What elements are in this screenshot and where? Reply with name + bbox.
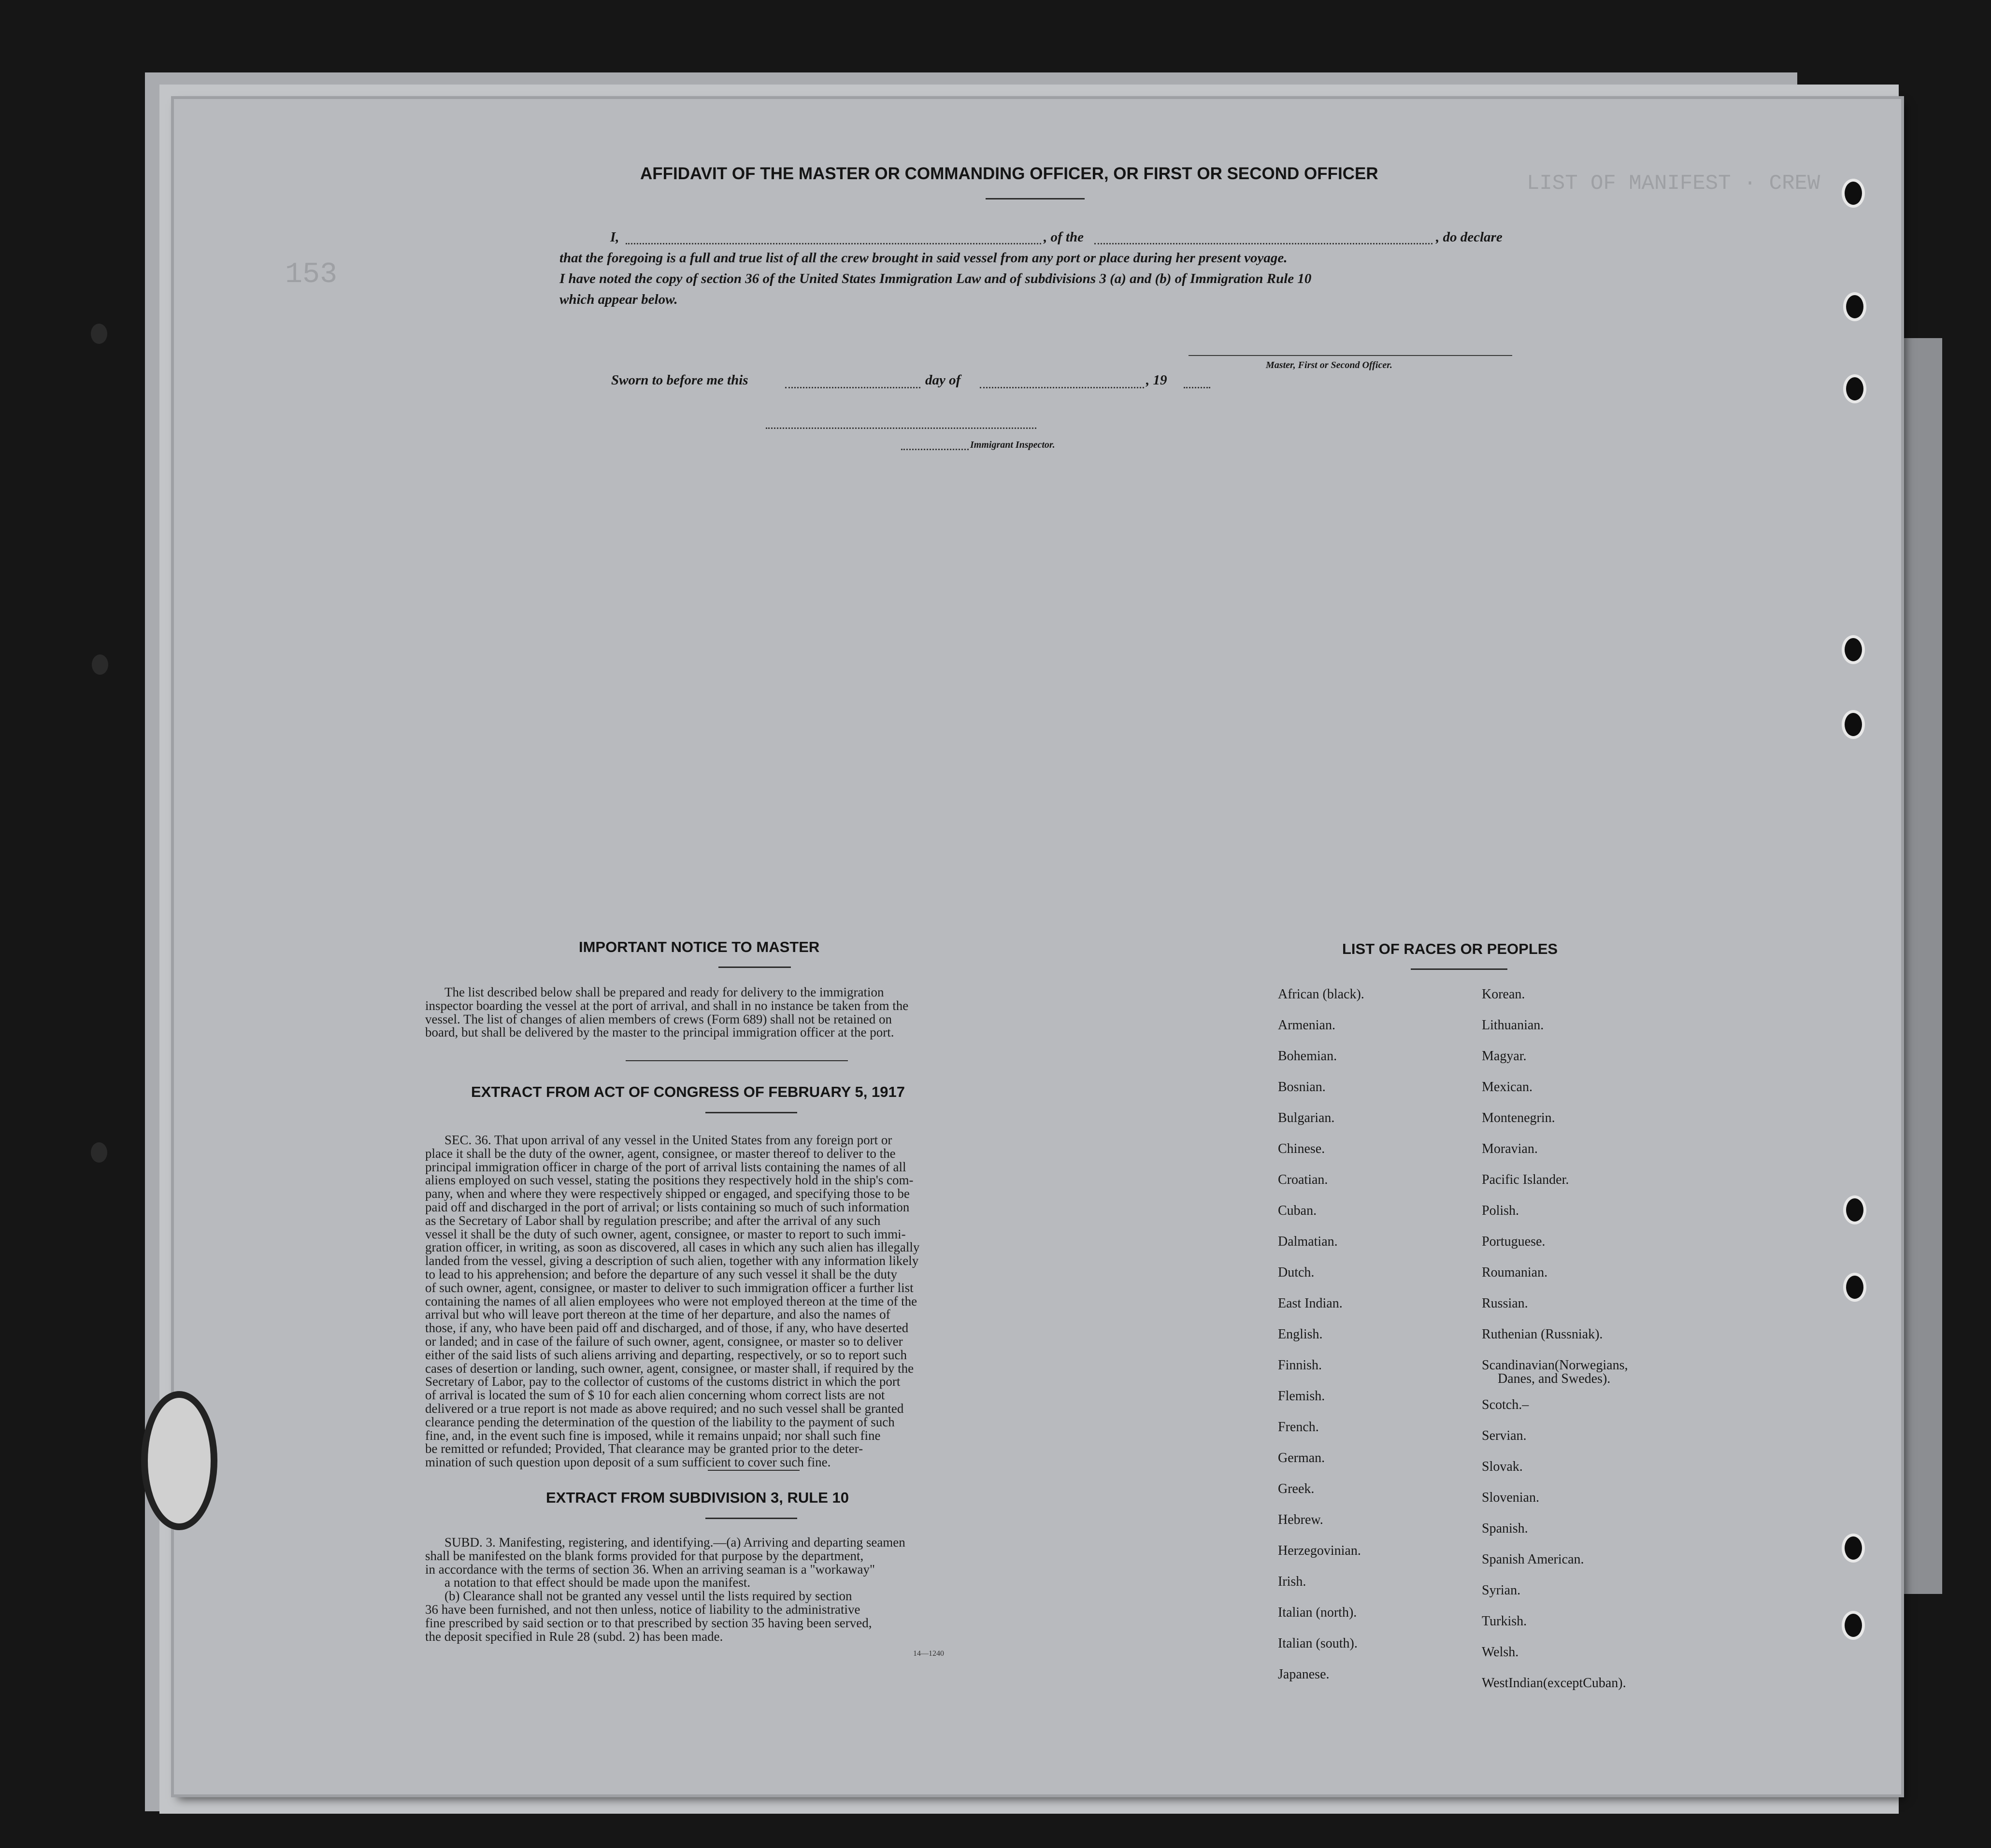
- race-item: Scotch.–: [1482, 1397, 1529, 1412]
- act-line: pany, when and where they were respectively shipped or engaged, and specifying those to be: [425, 1186, 910, 1201]
- race-item: Ruthenian (Russniak).: [1482, 1327, 1603, 1342]
- binder-hole-left: [92, 654, 108, 675]
- title-rule: [986, 198, 1085, 199]
- act-line: place it shall be the duty of the owner, agent, consignee, or master thereof to deliver to the: [425, 1146, 896, 1161]
- inspector-short-line: [901, 449, 969, 450]
- act-line: mination of such question upon deposit of a sum sufficient to cover such fine.: [425, 1455, 831, 1470]
- race-item: Turkish.: [1482, 1614, 1527, 1629]
- declaration-line3: I have noted the copy of section 36 of the United States Immigration Law and of subdivisions 3 (a) and (b) of Immigration Rule 10: [559, 271, 1312, 286]
- act-extract-rule: [705, 1112, 797, 1113]
- binder-hole: [1842, 1611, 1865, 1640]
- act-line: principal immigration officer in charge of the port of arrival lists containing the names of all: [425, 1159, 906, 1174]
- race-item: Japanese.: [1278, 1667, 1330, 1682]
- binder-hole: [1842, 635, 1865, 664]
- declaration-of: , of the: [1044, 229, 1084, 245]
- race-item: Armenian.: [1278, 1018, 1335, 1033]
- race-item: Portuguese.: [1482, 1234, 1546, 1249]
- rule-line: the deposit specified in Rule 28 (subd. 2) has been made.: [425, 1629, 723, 1644]
- race-item: Greek.: [1278, 1481, 1315, 1496]
- race-item: Moravian.: [1482, 1141, 1538, 1156]
- declaration-line2: that the foregoing is a full and true list of all the crew brought in said vessel from any port or place during her present voyage.: [559, 250, 1288, 266]
- master-label: Master, First or Second Officer.: [1266, 360, 1392, 370]
- act-line: delivered or a true report is not made as above required; and no such vessel shall be granted: [425, 1401, 904, 1416]
- binder-hole: [1843, 374, 1866, 403]
- document-page: [174, 99, 1901, 1794]
- race-item: Danes, and Swedes).: [1498, 1371, 1611, 1386]
- act-extract-title: EXTRACT FROM ACT OF CONGRESS OF FEBRUARY 5, 1917: [471, 1083, 905, 1100]
- race-item: Pacific Islander.: [1482, 1172, 1569, 1187]
- act-line: clearance pending the determination of the question of the liability to the payment of such: [425, 1414, 895, 1429]
- race-item: Mexican.: [1482, 1080, 1533, 1095]
- race-item: Scandinavian(Norwegians,: [1482, 1358, 1628, 1373]
- race-item: Finnish.: [1278, 1358, 1322, 1373]
- race-item: Dutch.: [1278, 1265, 1315, 1280]
- rule-line: shall be manifested on the blank forms provided for that purpose by the department,: [425, 1548, 864, 1563]
- rule-extract-title: EXTRACT FROM SUBDIVISION 3, RULE 10: [546, 1489, 849, 1506]
- vessel-blank-line: [1094, 243, 1432, 244]
- rule-line: fine prescribed by said section or to that prescribed by section 35 having been served,: [425, 1615, 872, 1630]
- race-item: Bohemian.: [1278, 1049, 1337, 1064]
- inspector-label: Immigrant Inspector.: [970, 440, 1055, 450]
- act-line: paid off and discharged in the port of arrival; or lists containing so much of such information: [425, 1199, 910, 1214]
- race-item: Croatian.: [1278, 1172, 1328, 1187]
- act-line: those, if any, who have been paid off and discharged, and of those, if any, who have deserted: [425, 1321, 909, 1336]
- race-item: Spanish American.: [1482, 1552, 1584, 1567]
- sworn-day-line: [785, 387, 920, 388]
- master-signature-line: [1189, 355, 1512, 356]
- notice-title: IMPORTANT NOTICE TO MASTER: [579, 938, 820, 955]
- rule-line: in accordance with the terms of section 36. When an arriving seaman is a "workaway": [425, 1562, 875, 1577]
- affidavit-title: AFFIDAVIT OF THE MASTER OR COMMANDING OFFICER, OR FIRST OR SECOND OFFICER: [640, 164, 1378, 183]
- race-item: Magyar.: [1482, 1049, 1527, 1064]
- race-item: Bosnian.: [1278, 1080, 1326, 1095]
- race-item: Polish.: [1482, 1203, 1519, 1218]
- act-line: vessel it shall be the duty of such owner, agent, consignee, or master to report to such immi-: [425, 1226, 906, 1241]
- act-line: of arrival is located the sum of $ 10 for each alien concerning whom correct lists are not: [425, 1388, 885, 1403]
- declaration-line4: which appear below.: [559, 292, 678, 307]
- act-line: or landed; and in case of the failure of such owner, agent, consignee, or master so to deliver: [425, 1334, 903, 1349]
- race-item: Hebrew.: [1278, 1512, 1323, 1527]
- race-item: WestIndian(exceptCuban).: [1482, 1676, 1626, 1691]
- name-blank-line: [626, 243, 1041, 244]
- inspector-signature-line: [766, 427, 1036, 429]
- act-line: Secretary of Labor, pay to the collector of customs of the customs district in which the port: [425, 1374, 901, 1389]
- binder-hole-left: [91, 324, 107, 344]
- act-line: as the Secretary of Labor shall by regulation prescribe; and after the arrival of any such: [425, 1213, 881, 1228]
- race-item: Slovak.: [1482, 1459, 1523, 1474]
- race-item: Welsh.: [1482, 1645, 1519, 1660]
- race-item: Chinese.: [1278, 1141, 1325, 1156]
- race-item: Servian.: [1482, 1428, 1527, 1443]
- notice-line: vessel. The list of changes of alien members of crews (Form 689) shall not be retained on: [425, 1011, 892, 1026]
- races-rule: [1411, 968, 1507, 970]
- races-title: LIST OF RACES OR PEOPLES: [1342, 940, 1558, 957]
- notice-line: board, but shall be delivered by the master to the principal immigration officer at the port.: [425, 1025, 894, 1040]
- binder-hole: [1843, 292, 1866, 321]
- declaration-end: , do declare: [1436, 229, 1503, 245]
- race-item: Lithuanian.: [1482, 1018, 1544, 1033]
- race-item: Slovenian.: [1482, 1490, 1539, 1505]
- race-item: Roumanian.: [1482, 1265, 1548, 1280]
- binder-hole: [1843, 1195, 1866, 1224]
- rule-line: (b) Clearance shall not be granted any vessel until the lists required by section: [444, 1589, 852, 1604]
- act-line: SEC. 36. That upon arrival of any vessel in the United States from any foreign port or: [444, 1133, 892, 1147]
- bleed-through-text: LIST OF MANIFEST · CREW: [1527, 171, 1820, 196]
- act-line: cases of desertion or landing, such owner, agent, consignee, or master shall, if required by the: [425, 1361, 914, 1376]
- act-line: arrival but who will leave port thereon at the time of her departure, and also the names of: [425, 1307, 890, 1322]
- rule-extract-rule: [705, 1518, 797, 1519]
- race-item: Dalmatian.: [1278, 1234, 1338, 1249]
- act-extract-paragraph: [425, 1134, 1005, 1469]
- section-divider: [626, 1060, 848, 1061]
- race-item: Italian (north).: [1278, 1605, 1357, 1620]
- bleed-through-text: 153: [285, 258, 338, 291]
- race-item: Korean.: [1482, 987, 1525, 1002]
- act-line: landed from the vessel, giving a description of such alien, together with any information likely: [425, 1253, 919, 1268]
- sworn-text: Sworn to before me this: [611, 372, 748, 388]
- act-line: of such owner, agent, consignee, or master to deliver to such immigration officer a further list: [425, 1280, 914, 1295]
- race-item: Bulgarian.: [1278, 1110, 1335, 1125]
- race-item: Flemish.: [1278, 1389, 1325, 1404]
- race-item: English.: [1278, 1327, 1323, 1342]
- act-line: containing the names of all alien employees who were not employed thereon at the time of the: [425, 1294, 917, 1308]
- race-item: Italian (south).: [1278, 1636, 1358, 1651]
- section-divider: [708, 1470, 800, 1471]
- binder-hole: [1842, 710, 1865, 739]
- rule-line: 36 have been furnished, and not then unless, notice of liability to the administrative: [425, 1602, 860, 1617]
- notice-paragraph: [425, 986, 1005, 1039]
- act-line: to lead to his apprehension; and before the departure of any such vessel it shall be the duty: [425, 1266, 897, 1281]
- notice-rule: [718, 967, 791, 968]
- act-line: gration officer, in writing, as soon as discovered, all cases in which any such alien has illegally: [425, 1240, 920, 1255]
- declaration-i: I,: [610, 229, 619, 245]
- race-item: Montenegrin.: [1482, 1110, 1555, 1125]
- sworn-month-line: [980, 387, 1144, 388]
- race-item: Russian.: [1482, 1296, 1528, 1311]
- race-item: German.: [1278, 1450, 1325, 1465]
- rule-extract-paragraph: [425, 1536, 1005, 1643]
- stamp-seal: [141, 1391, 217, 1530]
- rule-line: SUBD. 3. Manifesting, registering, and identifying.—(a) Arriving and departing seamen: [444, 1535, 905, 1549]
- race-item: East Indian.: [1278, 1296, 1343, 1311]
- notice-line: The list described below shall be prepared and ready for delivery to the immigration: [444, 985, 884, 999]
- binder-hole: [1842, 179, 1865, 208]
- form-number: 14—1240: [913, 1649, 944, 1658]
- race-item: Syrian.: [1482, 1583, 1521, 1598]
- rule-line: a notation to that effect should be made upon the manifest.: [444, 1575, 751, 1590]
- race-item: African (black).: [1278, 987, 1364, 1002]
- act-line: aliens employed on such vessel, stating the positions they respectively hold in the ship's com-: [425, 1173, 914, 1188]
- day-of-text: day of: [925, 372, 961, 388]
- race-item: Spanish.: [1482, 1521, 1528, 1536]
- year-line: [1184, 387, 1210, 388]
- race-item: Irish.: [1278, 1574, 1306, 1589]
- race-item: Herzegovinian.: [1278, 1543, 1361, 1558]
- binder-hole: [1842, 1534, 1865, 1563]
- act-line: fine, and, in the event such fine is imposed, while it remains unpaid; nor shall such fine: [425, 1428, 881, 1443]
- binder-hole: [1843, 1273, 1866, 1302]
- notice-line: inspector boarding the vessel at the port of arrival, and shall in no instance be taken from the: [425, 998, 909, 1013]
- act-line: either of the said lists of such aliens arriving and departing, respectively, or so to report such: [425, 1347, 907, 1362]
- act-line: be remitted or refunded; Provided, That clearance may be granted prior to the deter-: [425, 1441, 863, 1456]
- race-item: French.: [1278, 1420, 1319, 1435]
- race-item: Cuban.: [1278, 1203, 1317, 1218]
- binder-hole-left: [91, 1142, 107, 1163]
- year-text: , 19: [1146, 372, 1167, 388]
